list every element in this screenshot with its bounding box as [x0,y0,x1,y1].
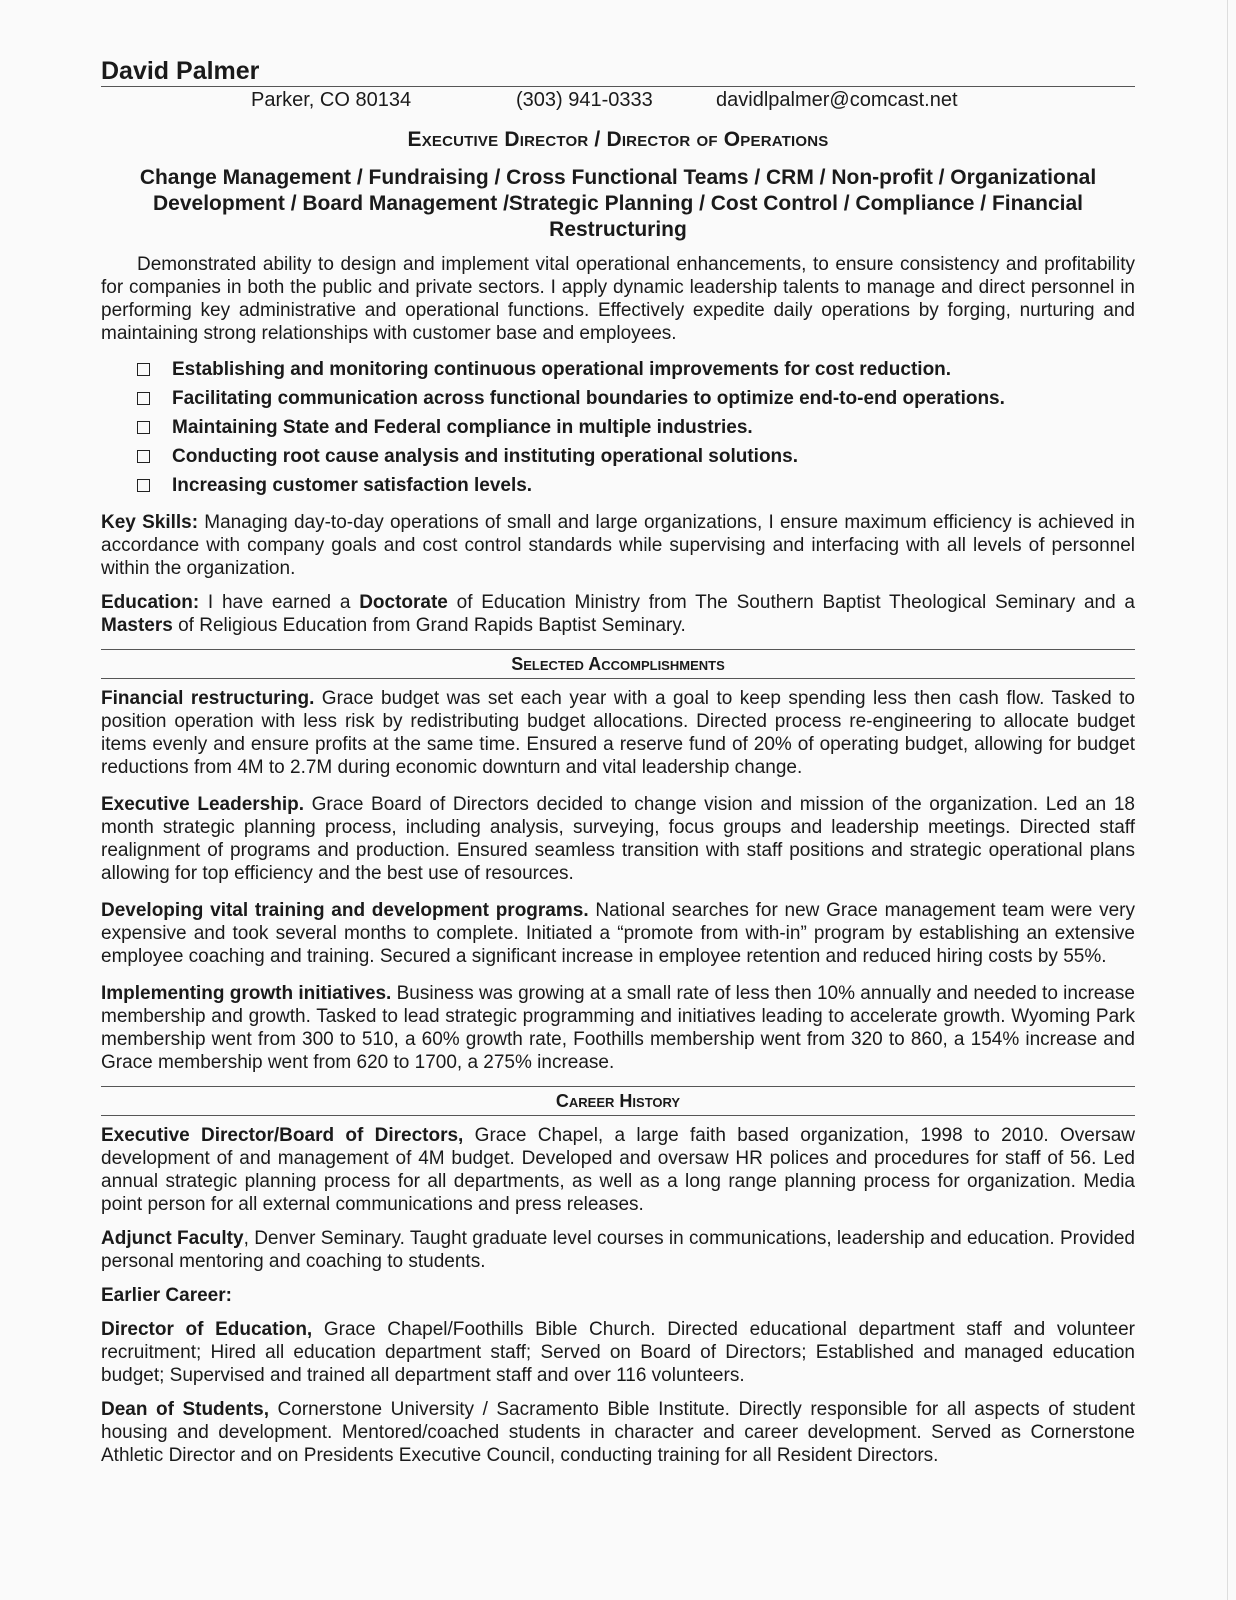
accomplishment-label: Developing vital training and development programs. [101,900,589,921]
degree-masters: Masters [101,615,173,636]
degree-doctorate: Doctorate [359,592,448,613]
highlights-list [101,355,1135,500]
email: davidlpalmer@comcast.net [716,89,958,111]
contact-line [101,87,1135,113]
earlier-career-heading: Earlier Career: [101,1285,232,1306]
checkbox-bullet-icon [137,450,150,463]
education-text: I have earned a [199,592,360,613]
checkbox-bullet-icon [137,479,150,492]
list-item [137,384,1135,413]
education-text: of Religious Education from Grand Rapids Baptist Seminary. [172,615,686,636]
career-text: Grace Chapel, a large faith based organization, 1998 to 2010. Oversaw development of and management of 4M budget. Developed and oversaw HR polices and procedures for staff of 56. Led annual strategic planning process for all departments, as well as a long range planning process for organization. Media point person for all external communications and press releases. [101,1125,1135,1215]
list-item [137,442,1135,471]
key-skills-label: Key Skills: [101,512,199,533]
phone: (303) 941-0333 [516,89,653,111]
section-rule [101,678,1135,679]
address: Parker, CO 80134 [251,89,412,111]
section-heading: Career History [555,1091,681,1111]
accomplishment-item [101,899,1135,968]
accomplishment-item [101,687,1135,779]
accomplishment-label: Executive Leadership. [101,794,305,815]
education-label: Education: [101,592,200,613]
bullet-text: Establishing and monitoring continuous operational improvements for cost reduction. [172,359,952,380]
checkbox-bullet-icon [137,421,150,434]
career-role: Executive Director/Board of Directors, [101,1125,464,1146]
accomplishments-section [101,649,1135,1074]
bullet-text: Facilitating communication across functional boundaries to optimize end-to-end operations. [172,388,1005,409]
career-text: Grace Chapel/Foothills Bible Church. Directed educational department staff and volunteer recruitment; Hired all education department staff; Served on Board of Directors; Established and managed education budget; Supervised and trained all department staff and over 116 volunteers. [101,1319,1135,1386]
education-text: of Education Ministry from The Southern Baptist Theological Seminary and a [447,592,1135,613]
list-item [137,355,1135,384]
checkbox-bullet-icon [137,363,150,376]
career-section [101,1086,1135,1467]
career-item [101,1227,1135,1273]
summary-paragraph: Demonstrated ability to design and implement vital operational enhancements, to ensure consistency and profitability for companies in both the public and private sectors. I apply dynamic leadership talents to manage and direct personnel in performing key administrative and operational functions. Effectively expedite daily operations by forging, nurturing and maintaining strong relationships with customer base and employees. [101,254,1135,344]
candidate-name: David Palmer [101,57,260,85]
career-item [101,1318,1135,1387]
career-role: Adjunct Faculty [101,1228,244,1249]
accomplishment-item [101,793,1135,885]
accomplishment-label: Implementing growth initiatives. [101,983,392,1004]
accomplishment-label: Financial restructuring. [101,688,315,709]
accomplishment-text: National searches for new Grace management team were very expensive and took several months to complete. Initiated a “promote from with-in” program by establishing an extensive employee coaching and training. Secured a significant increase in employee retention and reduced hiring costs by 55%. [101,900,1135,967]
career-role: Dean of Students, [101,1399,270,1420]
career-item [101,1124,1135,1216]
accomplishment-text: Grace Board of Directors decided to change vision and mission of the organization. Led an 18 month strategic planning process, including analysis, surveying, focus groups and leadership meetings. Directed staff realignment of programs and production. Ensured seamless transition with staff positions and strategic operational plans allowing for top efficiency and the best use of resources. [101,794,1135,884]
list-item [137,413,1135,442]
key-skills-paragraph [101,511,1135,580]
bullet-text: Conducting root cause analysis and instituting operational solutions. [172,446,798,467]
career-text: Cornerstone University / Sacramento Bible Institute. Directly responsible for all aspects of student housing and development. Mentored/coached students in character and career development. Served as Cornerstone Athletic Director and on Presidents Executive Council, conducting training for all Resident Directors. [101,1399,1135,1466]
career-item [101,1398,1135,1467]
education-paragraph [101,591,1135,637]
section-rule [101,1115,1135,1116]
accomplishment-item [101,982,1135,1074]
job-title: Executive Director / Director of Operations [407,128,829,151]
accomplishment-text: Grace budget was set each year with a goal to keep spending less then cash flow. Tasked to position operation with less risk by redistributing budget allocations. Directed process re-engineering to allocate budget items evenly and ensure profits at the same time. Ensured a reserve fund of 20% of operating budget, allowing for budget reductions from 4M to 2.7M during economic downturn and vital leadership change. [101,688,1135,778]
accomplishment-text: Business was growing at a small rate of less then 10% annually and needed to increase membership and growth. Tasked to lead strategic programming and initiatives leading to accelerate growth. Wyoming Park membership went from 300 to 510, a 60% growth rate, Foothills membership went from 320 to 860, a 154% increase and Grace membership went from 620 to 1700, a 275% increase. [101,983,1135,1073]
bullet-text: Increasing customer satisfaction levels. [172,475,533,496]
career-text: , Denver Seminary. Taught graduate level courses in communications, leadership and education. Provided personal mentoring and coaching to students. [101,1228,1135,1272]
bullet-text: Maintaining State and Federal compliance in multiple industries. [172,417,753,438]
page-edge-divider [1227,0,1228,1600]
resume-content [101,56,1135,1467]
list-item [137,471,1135,500]
key-skills-text: Managing day-to-day operations of small and large organizations, I ensure maximum efficiency is achieved in accordance with company goals and cost control standards while supervising and interfacing with all levels of personnel within the organization. [101,512,1136,579]
skills-keywords: Change Management / Fundraising / Cross Functional Teams / CRM / Non-profit / Organizational Development / Board Management /Strategic Planning / Cost Control / Compliance / Financial Restructuring [139,166,1097,241]
career-role: Director of Education, [101,1319,313,1340]
checkbox-bullet-icon [137,392,150,405]
section-heading: Selected Accomplishments [511,654,725,674]
